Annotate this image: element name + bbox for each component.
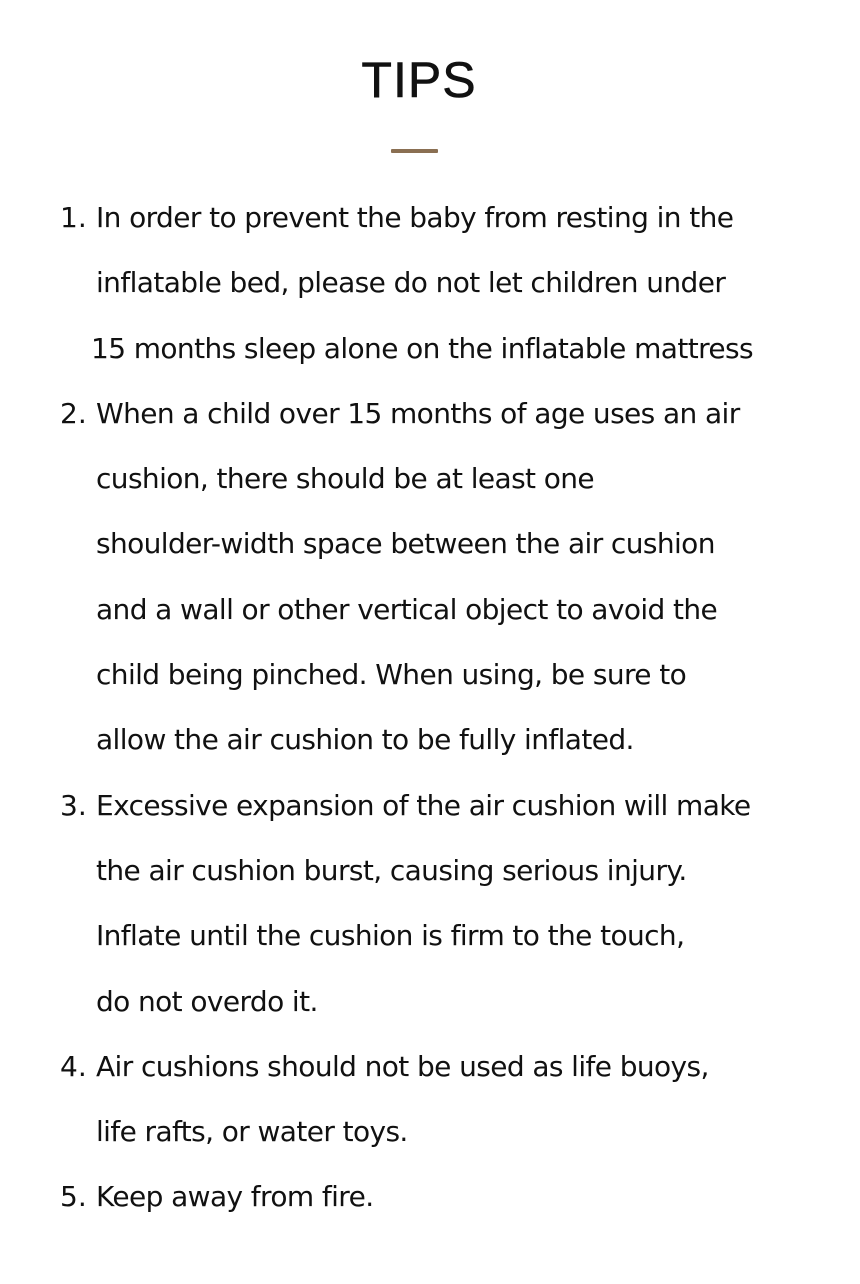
tip-line: Keep away from fire. bbox=[96, 1180, 374, 1214]
tip-text bbox=[96, 1164, 800, 1229]
tip-item bbox=[60, 1164, 800, 1229]
tip-line: allow the air cushion to be fully inflated. bbox=[96, 723, 634, 757]
title-divider bbox=[391, 149, 438, 153]
tip-line: 15 months sleep alone on the inflatable mattress bbox=[91, 331, 753, 365]
tip-item bbox=[60, 1034, 800, 1165]
tip-text bbox=[91, 185, 800, 381]
tip-item bbox=[60, 185, 800, 381]
tip-text bbox=[96, 773, 800, 1034]
tip-number: 2. bbox=[60, 396, 87, 430]
tip-number: 1. bbox=[60, 201, 87, 234]
tip-item bbox=[60, 773, 800, 1034]
tip-line: In order to prevent the baby from resting in the bbox=[96, 201, 734, 234]
tip-line: cushion, there should be at least one bbox=[96, 462, 595, 496]
tip-line: inflatable bed, please do not let children under bbox=[96, 266, 726, 300]
tip-line: child being pinched. When using, be sure to bbox=[96, 658, 687, 692]
tip-line: When a child over 15 months of age uses an air bbox=[96, 396, 740, 430]
tip-number: 3. bbox=[60, 788, 87, 822]
tip-text bbox=[96, 1034, 800, 1165]
tips-list bbox=[60, 185, 800, 1230]
tip-line: shoulder-width space between the air cushion bbox=[96, 527, 715, 561]
tip-line: do not overdo it. bbox=[96, 984, 318, 1018]
page-title: TIPS bbox=[361, 52, 477, 108]
tip-line: Inflate until the cushion is firm to the touch, bbox=[96, 919, 685, 953]
tip-line: the air cushion burst, causing serious injury. bbox=[96, 853, 687, 887]
tip-line: Air cushions should not be used as life buoys, bbox=[96, 1049, 709, 1083]
tip-item bbox=[60, 381, 800, 773]
tip-text bbox=[96, 381, 800, 773]
tip-number: 4. bbox=[60, 1049, 87, 1083]
tip-number: 5. bbox=[60, 1180, 87, 1214]
tip-line: Excessive expansion of the air cushion will make bbox=[96, 788, 751, 822]
tip-line: and a wall or other vertical object to avoid the bbox=[96, 592, 718, 626]
tip-line: life rafts, or water toys. bbox=[96, 1115, 408, 1149]
